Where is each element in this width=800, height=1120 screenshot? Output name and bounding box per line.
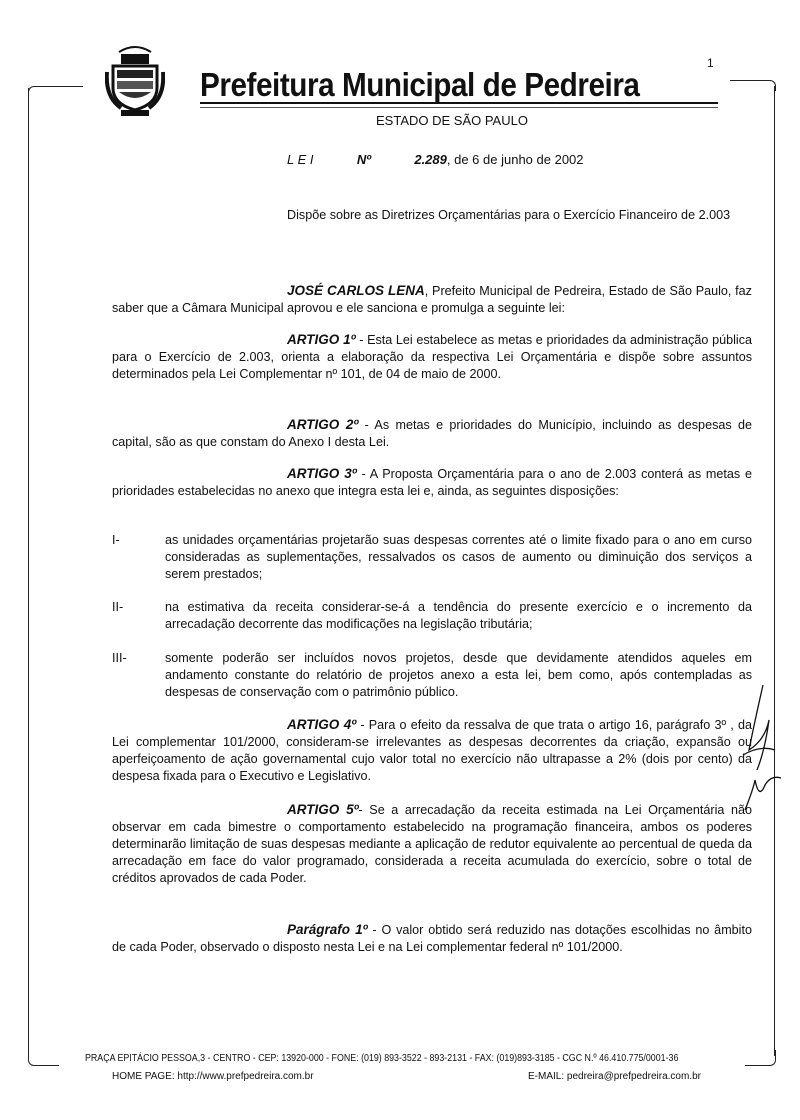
mayor-name: JOSÉ CARLOS LENA bbox=[287, 283, 425, 298]
preamble bbox=[112, 282, 752, 317]
frame-border bbox=[774, 86, 775, 1056]
footer-email: E-MAIL: pedreira@prefpedreira.com.br bbox=[528, 1071, 701, 1082]
law-number: 2.289 bbox=[414, 152, 447, 167]
article-label: Parágrafo 1º bbox=[287, 922, 368, 937]
list-item bbox=[112, 532, 752, 583]
article-4 bbox=[112, 716, 752, 785]
frame-border bbox=[28, 86, 83, 97]
frame-border bbox=[28, 88, 29, 1058]
list-item bbox=[112, 599, 752, 633]
item-number: I- bbox=[112, 533, 120, 547]
article-1 bbox=[112, 331, 752, 383]
page-number: 1 bbox=[707, 56, 714, 70]
article-text: - Se a arrecadação da receita estimada na Lei Orçamentária não observar em cada bimestre o comportamento estabelecido na programação financeira, ambos os poderes determinarão limitação de suas despesas mediante a aplicação de redutor equivalente ao percentual de queda da arrecadação em face do valor programado, considerada a receita acumulada do exercício, sobre o total de créditos aprovados de cada Poder. bbox=[112, 803, 752, 885]
title-underline bbox=[200, 102, 718, 104]
article-label: ARTIGO 4º bbox=[287, 717, 357, 732]
article-label: ARTIGO 2º bbox=[287, 417, 359, 432]
article-text: - A Proposta Orçamentária para o ano de 2.003 conterá as metas e prioridades estabelecidas no anexo que integra esta lei e, ainda, as seguintes disposições: bbox=[112, 467, 752, 498]
title-underline bbox=[200, 107, 718, 108]
article-text: - Esta Lei estabelece as metas e prioridades da administração pública para o Exercício de 2.003, orienta a elaboração da respectiva Lei Orçamentária e dispõe sobre assuntos determinados pela Lei Complementar nº 101, de 04 de maio de 2000. bbox=[112, 333, 752, 381]
frame-border bbox=[730, 80, 776, 91]
item-text: na estimativa da receita considerar-se-á a tendência do presente exercício e o incremento da arrecadação decorrente das modificações na legislação tributária; bbox=[165, 600, 752, 631]
page-title: Prefeitura Municipal de Pedreira bbox=[200, 66, 640, 103]
item-number: III- bbox=[112, 651, 127, 665]
coat-of-arms-logo bbox=[105, 42, 165, 120]
preamble-text: , Prefeito Municipal de Pedreira, Estado de São Paulo, faz saber que a Câmara Municipal aprovou e ele sanciona e promulga a seguinte lei: bbox=[112, 284, 752, 315]
lei-label: L E I bbox=[287, 152, 314, 167]
article-text: - As metas e prioridades do Município, incluindo as despesas de capital, são as que constam do Anexo I desta Lei. bbox=[112, 418, 752, 449]
item-number: II- bbox=[112, 600, 124, 614]
law-summary: Dispõe sobre as Diretrizes Orçamentárias para o Exercício Financeiro de 2.003 bbox=[287, 208, 731, 222]
article-5 bbox=[112, 801, 752, 887]
number-label: Nº bbox=[356, 152, 371, 167]
law-date: , de 6 de junho de 2002 bbox=[446, 152, 584, 167]
article-text: - Para o efeito da ressalva de que trata o artigo 16, parágrafo 3º , da Lei complementar 101/2000, consideram-se irrelevantes as despesas decorrentes da criação, expansão ou aperfeiçoamento de ação governamental cujo valor total no exercício não ultrapasse a 2% (dois por cento) da despesa fixada para o Executivo e Legislativo. bbox=[112, 718, 752, 783]
list-item bbox=[112, 650, 752, 701]
law-heading bbox=[287, 152, 584, 167]
footer-address: PRAÇA EPITÁCIO PESSOA,3 - CENTRO - CEP: 13920-000 - FONE: (019) 893-3522 - 893-2131 - FAX: (019)893-3185 - CGC N.º 46.410.775/0001-36 bbox=[85, 1053, 679, 1064]
item-text: as unidades orçamentárias projetarão suas despesas correntes até o limite fixado para o ano em curso consideradas as suplementações, ressalvados os casos de aumento ou diminuição dos serviços a serem prestados; bbox=[165, 533, 752, 581]
article-label: ARTIGO 1º bbox=[287, 332, 356, 347]
frame-border bbox=[28, 1050, 59, 1066]
article-label: ARTIGO 5º bbox=[287, 802, 359, 817]
state-subtitle: ESTADO DE SÃO PAULO bbox=[376, 113, 528, 128]
frame-border bbox=[745, 1050, 776, 1066]
article-2 bbox=[112, 416, 752, 451]
signature-initials bbox=[735, 680, 785, 820]
article-text: - O valor obtido será reduzido nas dotações escolhidas no âmbito de cada Poder, observado o disposto nesta Lei e na Lei complementar federal nº 101/2000. bbox=[112, 923, 752, 954]
footer-homepage: HOME PAGE: http://www.prefpedreira.com.br bbox=[112, 1071, 314, 1082]
item-text: somente poderão ser incluídos novos projetos, desde que devidamente atendidos aqueles em andamento constante do relatório de projetos anexo a esta lei, bem como, após contempladas as despesas de conservação com o patrimônio público. bbox=[165, 651, 752, 699]
article-label: ARTIGO 3º bbox=[287, 466, 357, 481]
paragraph-1 bbox=[112, 921, 752, 956]
article-3 bbox=[112, 465, 752, 500]
